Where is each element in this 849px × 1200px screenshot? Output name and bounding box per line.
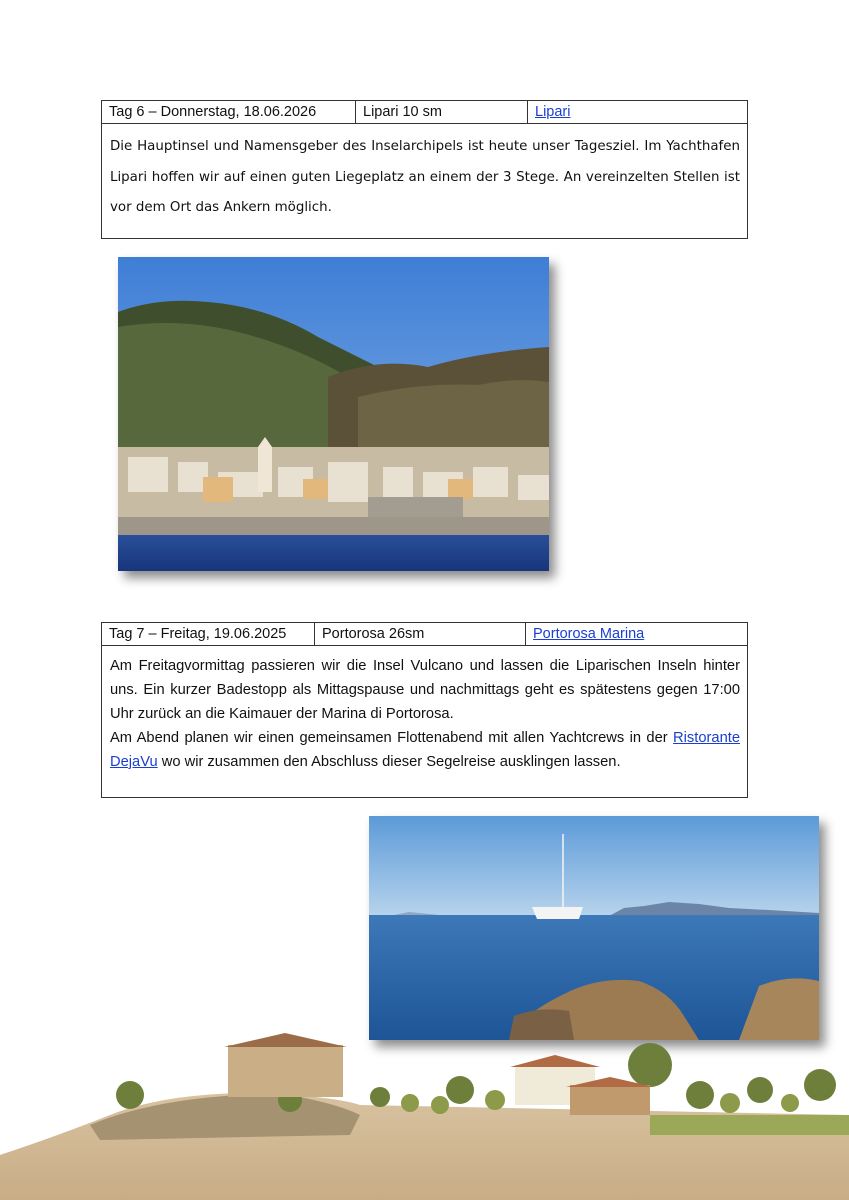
day6-link[interactable]: Lipari xyxy=(535,104,571,120)
day7-table xyxy=(101,622,748,798)
day6-header-row xyxy=(102,101,747,124)
day7-paragraph-1: Am Freitagvormittag passieren wir die Insel Vulcano und lassen die Liparischen Inseln hinter uns. Ein kurzer Badestopp als Mittagspause und nachmittags geht es spätestens gegen 17:00 Uhr zurück an die Kaimauer der Marina di Portorosa. xyxy=(110,658,740,722)
day7-link-cell xyxy=(525,623,747,645)
lipari-photo xyxy=(118,257,549,571)
day7-link[interactable]: Portorosa Marina xyxy=(533,626,645,642)
day7-header-row xyxy=(102,623,747,646)
day7-route: Portorosa 26sm xyxy=(314,623,525,645)
restaurant-link[interactable]: Ristorante DejaVu xyxy=(110,730,740,770)
day7-paragraph-2 xyxy=(110,726,740,774)
day6-route: Lipari 10 sm xyxy=(355,101,527,123)
day6-date: Tag 6 – Donnerstag, 18.06.2026 xyxy=(109,104,317,120)
day7-paragraph-2-start: Am Abend planen wir einen gemeinsamen Flottenabend mit allen Yachtcrews in der xyxy=(110,730,668,746)
day7-paragraph-2-end: wo wir zusammen den Abschluss dieser Segelreise ausklingen lassen. xyxy=(161,754,621,770)
day6-link-cell xyxy=(527,101,747,123)
day6-description: Die Hauptinsel und Namensgeber des Inselarchipels ist heute unser Tagesziel. Im Yachthafen Lipari hoffen wir auf einen guten Liegeplatz an einem der 3 Stege. An vereinzelten Stellen ist vor dem Ort das Ankern möglich. xyxy=(110,139,740,215)
landscape-illustration xyxy=(0,1015,849,1200)
sailboat-photo xyxy=(369,816,819,1040)
day7-description xyxy=(102,646,747,782)
day7-date: Tag 7 – Freitag, 19.06.2025 xyxy=(109,626,287,642)
day6-table xyxy=(101,100,748,239)
